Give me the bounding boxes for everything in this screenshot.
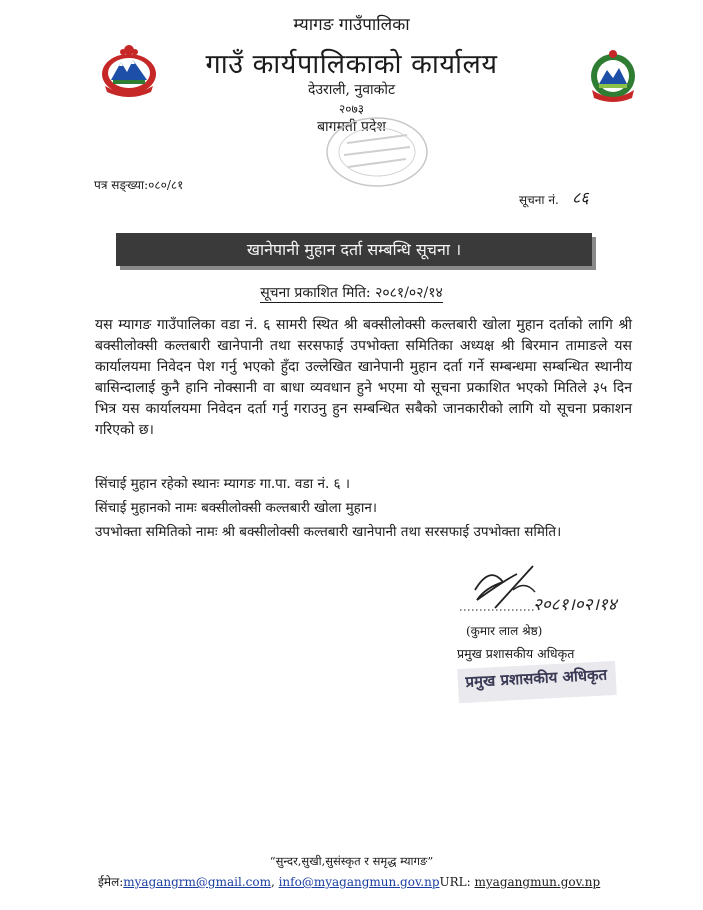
email-link-primary[interactable]: myagangrm@gmail.com — [123, 875, 271, 889]
footer-slogan: “सुन्दर,सुखी,सुसंस्कृत र समृद्ध म्यागङ” — [269, 854, 434, 868]
signature-date: २०८१।०२।१४ — [533, 595, 617, 615]
contact-separator: , — [270, 875, 279, 889]
office-stamp-icon — [322, 113, 432, 191]
email-label: ईमेल: — [98, 875, 124, 889]
notice-number-label: सूचना नं. — [519, 193, 559, 207]
publication-date-text: सूचना प्रकाशित मिति: २०८१/०२/१४ — [260, 285, 443, 301]
email-link-secondary[interactable]: info@myagangmun.gov.np — [278, 875, 440, 889]
province-name: बागमती प्रदेश — [317, 119, 386, 135]
committee-name-line: उपभोक्ता समितिको नामः श्री बक्सीलोक्सी कल्तबारी खानेपानी तथा सरसफाई उपभोक्ता समिति। — [95, 524, 562, 540]
designation-stamp-text: प्रमुख प्रशासकीय अधिकृत — [465, 665, 608, 691]
footer-contact — [98, 873, 600, 890]
url-label: URL: — [439, 875, 475, 889]
signatory-name: (कुमार लाल श्रेष्ठ) — [466, 624, 543, 638]
letter-reference-number: पत्र सङ्ख्या:०८०/८१ — [94, 178, 184, 192]
notice-number-value: ८६ — [572, 188, 589, 207]
website-link[interactable]: myagangmun.gov.np — [474, 875, 601, 889]
notice-body-paragraph: यस म्यागङ गाउँपालिका वडा नं. ६ सामरी स्थित श्री बक्सीलोक्सी कल्तबारी खोला मुहान दर्ताको लागि श्री बक्सीलोक्सी कल्तबारी खानेपानी तथा सरसफाई उपभोक्ता समितिका अध्यक्ष श्री बिरमान तामाङले यस कार्यालयमा निवेदन पेश गर्नु भएको हुँदा उल्लेखित खानेपानी मुहान दर्ता गर्ने सम्बन्धमा सम्बन्धित स्थानीय बासिन्दालाई कुनै हानि नोक्सानी वा बाधा व्यवधान हुने भएमा यो सूचना प्रकाशित भएको मितिले ३५ दिन भित्र यस कार्यालयमा निवेदन दर्ता गर्नु गराउनु हुन सम्बन्धित सबैको जानकारीको लागि यो सूचना प्रकाशन गरिएको छ। — [95, 317, 632, 438]
notice-title-banner: खानेपानी मुहान दर्ता सम्बन्धि सूचना । — [116, 233, 592, 266]
office-title: गाउँ कार्यपालिकाको कार्यालय — [205, 49, 498, 80]
established-year: २०७३ — [339, 102, 364, 116]
signatory-title: प्रमुख प्रशासकीय अधिकृत — [457, 646, 575, 661]
publication-date — [0, 283, 703, 302]
office-location: देउराली, नुवाकोट — [307, 82, 396, 98]
municipality-name: म्यागङ गाउँपालिका — [293, 15, 410, 35]
handwritten-signature — [455, 560, 640, 620]
source-name-line: सिंचाई मुहानको नामः बक्सीलोक्सी कल्तबारी खोला मुहान। — [95, 500, 377, 516]
source-location-line: सिंचाई मुहान रहेको स्थानः म्यागङ गा.पा. वडा नं. ६ । — [95, 476, 350, 492]
